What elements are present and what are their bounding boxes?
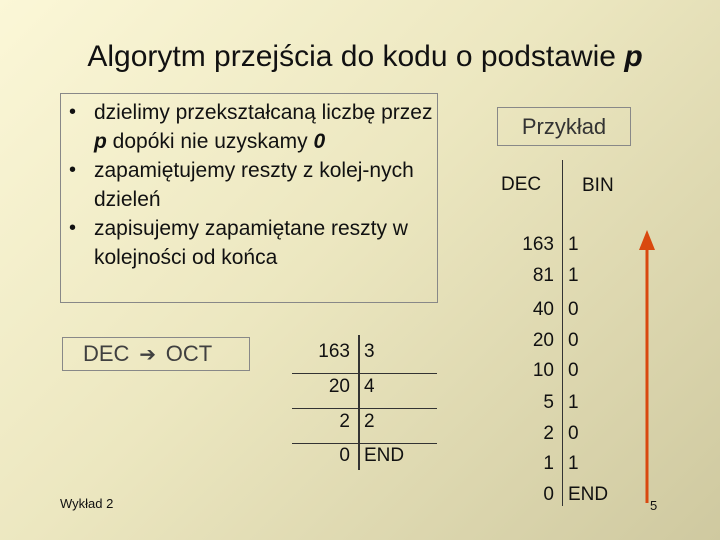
step-write-remainders: • zapisujemy zapamiętane reszty w kolejności od końca [61,214,437,272]
conversion-from: DEC [83,341,130,366]
bin-remainder-8: 1 [568,453,579,474]
lecture-footer: Wykład 2 [60,496,114,511]
bin-remainder-2: 1 [568,265,579,286]
algorithm-steps-box [60,93,438,303]
bin-number-9: 0 [543,484,554,505]
header-bin: BIN [582,175,614,196]
step-divide: • dzielimy przekształcaną liczbę przez p dopóki nie uzyskamy 0 [61,98,437,156]
oct-number-2: 20 [328,376,350,397]
oct-number-3: 2 [339,411,350,432]
bin-remainder-1: 1 [568,234,579,255]
oct-division-table [272,335,442,475]
bin-divider-line [562,160,563,506]
oct-remainder-1: 3 [364,341,375,362]
header-dec: DEC [501,174,542,195]
oct-row-line-1 [292,373,437,374]
oct-divider-line [358,335,360,470]
oct-remainder-4: END [364,445,405,466]
slide-title [0,40,720,74]
conversion-to: OCT [165,341,213,366]
bin-number-3: 40 [532,299,554,320]
bin-remainder-6: 1 [568,392,579,413]
oct-row-line-3 [292,443,437,444]
oct-number-1: 163 [318,341,350,362]
bin-remainder-7: 0 [568,423,579,444]
title-text: Algorytm przejścia do kodu o podstawie [87,40,625,73]
example-label: Przykład [497,107,631,146]
bin-number-5: 10 [532,360,554,381]
title-variable: p [624,40,643,73]
bin-number-8: 1 [543,453,554,474]
bin-division-table [484,160,644,510]
conversion-label [62,337,250,371]
right-arrow-icon: ➔ [139,344,156,366]
oct-row-line-2 [292,408,437,409]
bin-number-4: 20 [532,330,554,351]
oct-remainder-3: 2 [364,411,375,432]
bin-remainder-5: 0 [568,360,579,381]
bin-number-7: 2 [543,423,554,444]
bin-number-6: 5 [543,392,554,413]
read-upwards-arrow-icon [636,228,660,508]
bin-remainder-4: 0 [568,330,579,351]
bin-remainder-9: END [568,484,609,505]
page-number: 5 [650,498,658,513]
algorithm-steps-list [61,94,437,272]
oct-number-4: 0 [339,445,350,466]
oct-remainder-2: 4 [364,376,375,397]
bin-number-2: 81 [532,265,554,286]
step-remember-remainders: • zapamiętujemy reszty z kolej-nych dzieleń [61,156,437,214]
bin-remainder-3: 0 [568,299,579,320]
bin-number-1: 163 [522,234,554,255]
